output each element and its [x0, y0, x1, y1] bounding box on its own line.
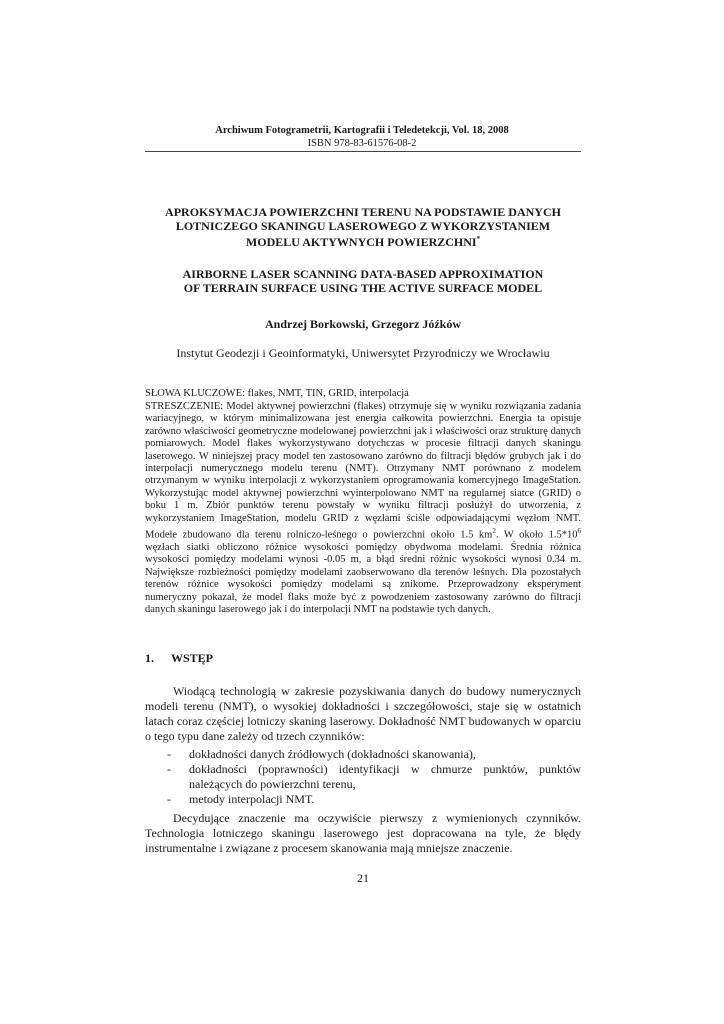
- authors: Andrzej Borkowski, Grzegorz Jóźków: [265, 317, 461, 331]
- abstract-text-3: węzłach siatki obliczono różnice wysokości pomiędzy obydwoma modelami. Średnia różnica wysokości pomiędzy modelami wynosi -0.05 m, a błąd średni różnic wysokości wynosi 0.34 m. Największe rozbieżności pomiędzy modelami zaobserwowano dla terenów leśnych. Dla pozostałych terenów różnice wysokości pomiędzy modelami są znikome. Przeprowadzony eksperyment numeryczny pokazał, że model flaks może być z powodzeniem zastosowany zarówno do filtracji danych skaningu laserowego jak i do interpolacji NMT na podstawie tych danych.: [145, 541, 581, 615]
- abstract-text-1: STRESZCZENIE: Model aktywnej powierzchni (flakes) otrzymuje się w wyniku rozwiązania zadania wariacyjnego, w którym minimalizowana jest energia całkowita powierzchni. Energia ta opisuje zarówno właściwości geometryczne modelowanej powierzchni jak i właściwości oraz strukturę danych pomiarowych. Model flakes wykorzystywano dotychczas w procesie filtracji danych skaningu laserowego. W niniejszej pracy model ten zastosowano zarówno do filtracji błędów grubych jak i do interpolacji numerycznego modelu terenu (NMT). Otrzymany NMT porównano z modelem otrzymanym w wyniku interpolacji z wykorzystaniem oprogramowania komercyjnego ImageStation. Wykorzystując model aktywnej powierzchni wyinterpolowano NMT na regularnej siatce (GRID) o boku 1 m. Zbiór punktów terenu powstały w wyniku filtracji posłużył do utworzenia, z wykorzystaniem ImageStation, modelu GRID z węzłami ściśle odpowiadającymi węzłom NMT. Modele zbudowano dla terenu rolniczo-leśnego o powierzchni około 1.5 km: [145, 401, 581, 541]
- title-pl-line-2: LOTNICZEGO SKANINGU LASEROWEGO Z WYKORZYSTANIEM: [175, 218, 551, 233]
- list-item-text: metody interpolacji NMT.: [189, 792, 315, 806]
- title-polish: [145, 206, 581, 250]
- title-pl-line-3: [145, 233, 581, 250]
- footnote-mark: *: [476, 235, 481, 243]
- keywords: SŁOWA KLUCZOWE: flakes, NMT, TIN, GRID, interpolacja: [145, 388, 409, 399]
- title-en-line-1: AIRBORNE LASER SCANNING DATA-BASED APPROXIMATION: [182, 267, 544, 281]
- abstract-sup-1: 2: [492, 527, 496, 536]
- abstract-text-2: . W około 1.5*10: [495, 529, 578, 541]
- list-item-text: dokładności (poprawności) identyfikacji w chmurze punktów, punktów należących do powierzchni terenu,: [189, 762, 581, 791]
- title-pl-line-1: APROKSYMACJA POWIERZCHNI TERENU NA PODSTAWIE DANYCH: [165, 205, 561, 219]
- list-dash: -: [167, 792, 171, 806]
- affiliation: Instytut Geodezji i Geoinformatyki, Uniwersytet Przyrodniczy we Wrocławiu: [176, 346, 550, 360]
- abstract: [145, 401, 581, 616]
- isbn: ISBN 978-83-61576-08-2: [307, 138, 417, 149]
- factor-list: [145, 747, 581, 807]
- list-item: [145, 747, 581, 762]
- title-en-line-2: OF TERRAIN SURFACE USING THE ACTIVE SURFACE MODEL: [183, 280, 543, 295]
- list-item: [145, 762, 581, 792]
- journal-header: [145, 124, 579, 150]
- intro-paragraph-2: Decydujące znaczenie ma oczywiście pierwszy z wymienionych czynników. Technologia lotniczego skaningu laserowego jest dopracowana na tyle, że błędy instrumentalne i związane z procesem skanowania mają mniejsze znaczenie.: [145, 811, 581, 855]
- list-dash: -: [167, 747, 171, 761]
- list-dash: -: [167, 762, 171, 776]
- intro-paragraph-1: Wiodącą technologią w zakresie pozyskiwania danych do budowy numerycznych modeli terenu (NMT), o wysokiej dokładności i szczegółowości, staje się w ostatnich latach coraz częściej lotniczy skaning laserowy. Dokładność NMT budowanych w oparciu o tego typu dane zależy od trzech czynników:: [145, 684, 581, 743]
- section-heading: [145, 651, 213, 666]
- title-english: [145, 268, 581, 295]
- abstract-sup-2: 6: [577, 527, 581, 536]
- list-item-text: dokładności danych źródłowych (dokładności skanowania),: [189, 747, 476, 761]
- header-rule: [145, 151, 581, 152]
- title-pl-line-3-text: MODELU AKTYWNYCH POWIERZCHNI: [245, 235, 477, 249]
- journal-title: Archiwum Fotogrametrii, Kartografii i Teledetekcji, Vol. 18, 2008: [215, 125, 509, 136]
- list-item: [145, 792, 581, 807]
- page-number: 21: [357, 871, 369, 885]
- section-title: WSTĘP: [171, 651, 214, 665]
- section-number: 1.: [145, 651, 154, 665]
